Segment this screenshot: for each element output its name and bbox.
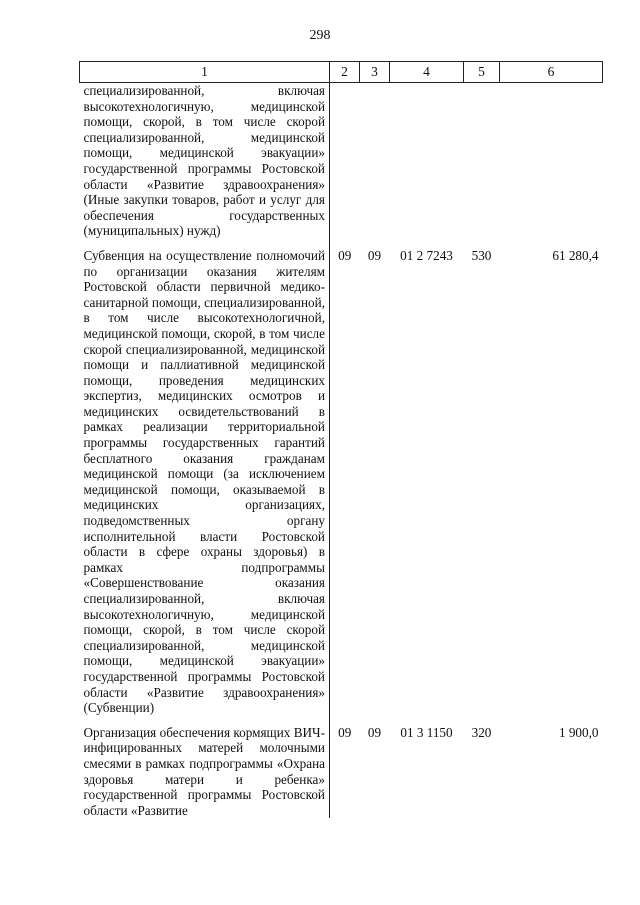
row-amount — [500, 83, 603, 239]
column-header-5: 5 — [464, 62, 500, 83]
row-description: Субвенция на осуществление полномочий по организации оказания жителям Ростовской области первичной медико-санитарной помощи, специализированной, в том числе высокотехнологичной, медицинской помощи, скорой, в том числе скорой специализированной, медицинской помощи и паллиативной медицинской помощи, проведения медицинских экспертиз, медицинских осмотров и медицинских освидетельствований в рамках реализации территориальной программы государственных гарантий бесплатного оказания гражданам медицинской помощи (за исключением медицинской помощи, оказываемой в медицинских организациях, подведомственных органу исполнительной власти Ростовской области в сфере охраны здоровья) в рамках подпрограммы «Совершенствование оказания специализированной, включая высокотехнологичную, медицинской помощи, скорой, в том числе скорой специализированной, медицинской помощи, медицинской эвакуации» государственной программы Ростовской области «Развитие здравоохранения» (Субвенции) — [80, 248, 330, 716]
row-description: Организация обеспечения кормящих ВИЧ-инфицированных матерей молочными смесями в рамках подпрограммы «Охрана здоровья матери и ребенка» государственной программы Ростовской области «Развитие — [80, 725, 330, 819]
budget-table — [79, 61, 603, 818]
row-target-article — [390, 83, 464, 239]
row-spacer — [80, 239, 603, 248]
row-subsection — [360, 83, 390, 239]
row-expense-type: 320 — [471, 724, 492, 740]
row-expense-type — [464, 83, 500, 239]
row-target-article: 01 3 1150 — [400, 724, 453, 740]
row-subsection: 09 — [367, 724, 382, 740]
column-header-6: 6 — [500, 62, 603, 83]
row-target-article: 01 2 7243 — [400, 247, 453, 263]
column-header-3: 3 — [360, 62, 390, 83]
row-subsection: 09 — [367, 247, 382, 263]
row-section — [330, 83, 360, 239]
table-row — [80, 83, 603, 239]
row-amount: 61 280,4 — [552, 247, 599, 263]
column-header-1: 1 — [80, 62, 330, 83]
row-description: специализированной, включая высокотехнологичную, медицинской помощи, скорой, в том числе скорой специализированной, медицинской помощи, медицинской эвакуации» государственной программы Ростовской области «Развитие здравоохранения» (Иные закупки товаров, работ и услуг для обеспечения государственных (муниципальных) нужд) — [80, 83, 330, 239]
row-expense-type: 530 — [471, 247, 492, 263]
column-header-4: 4 — [390, 62, 464, 83]
row-section: 09 — [338, 247, 352, 263]
page-number: 298 — [309, 28, 331, 43]
row-section: 09 — [338, 724, 352, 740]
row-amount: 1 900,0 — [558, 724, 599, 740]
row-spacer — [80, 716, 603, 725]
table-row — [80, 248, 603, 716]
table-row — [80, 725, 603, 819]
table-header-row — [80, 62, 603, 83]
column-header-2: 2 — [330, 62, 360, 83]
